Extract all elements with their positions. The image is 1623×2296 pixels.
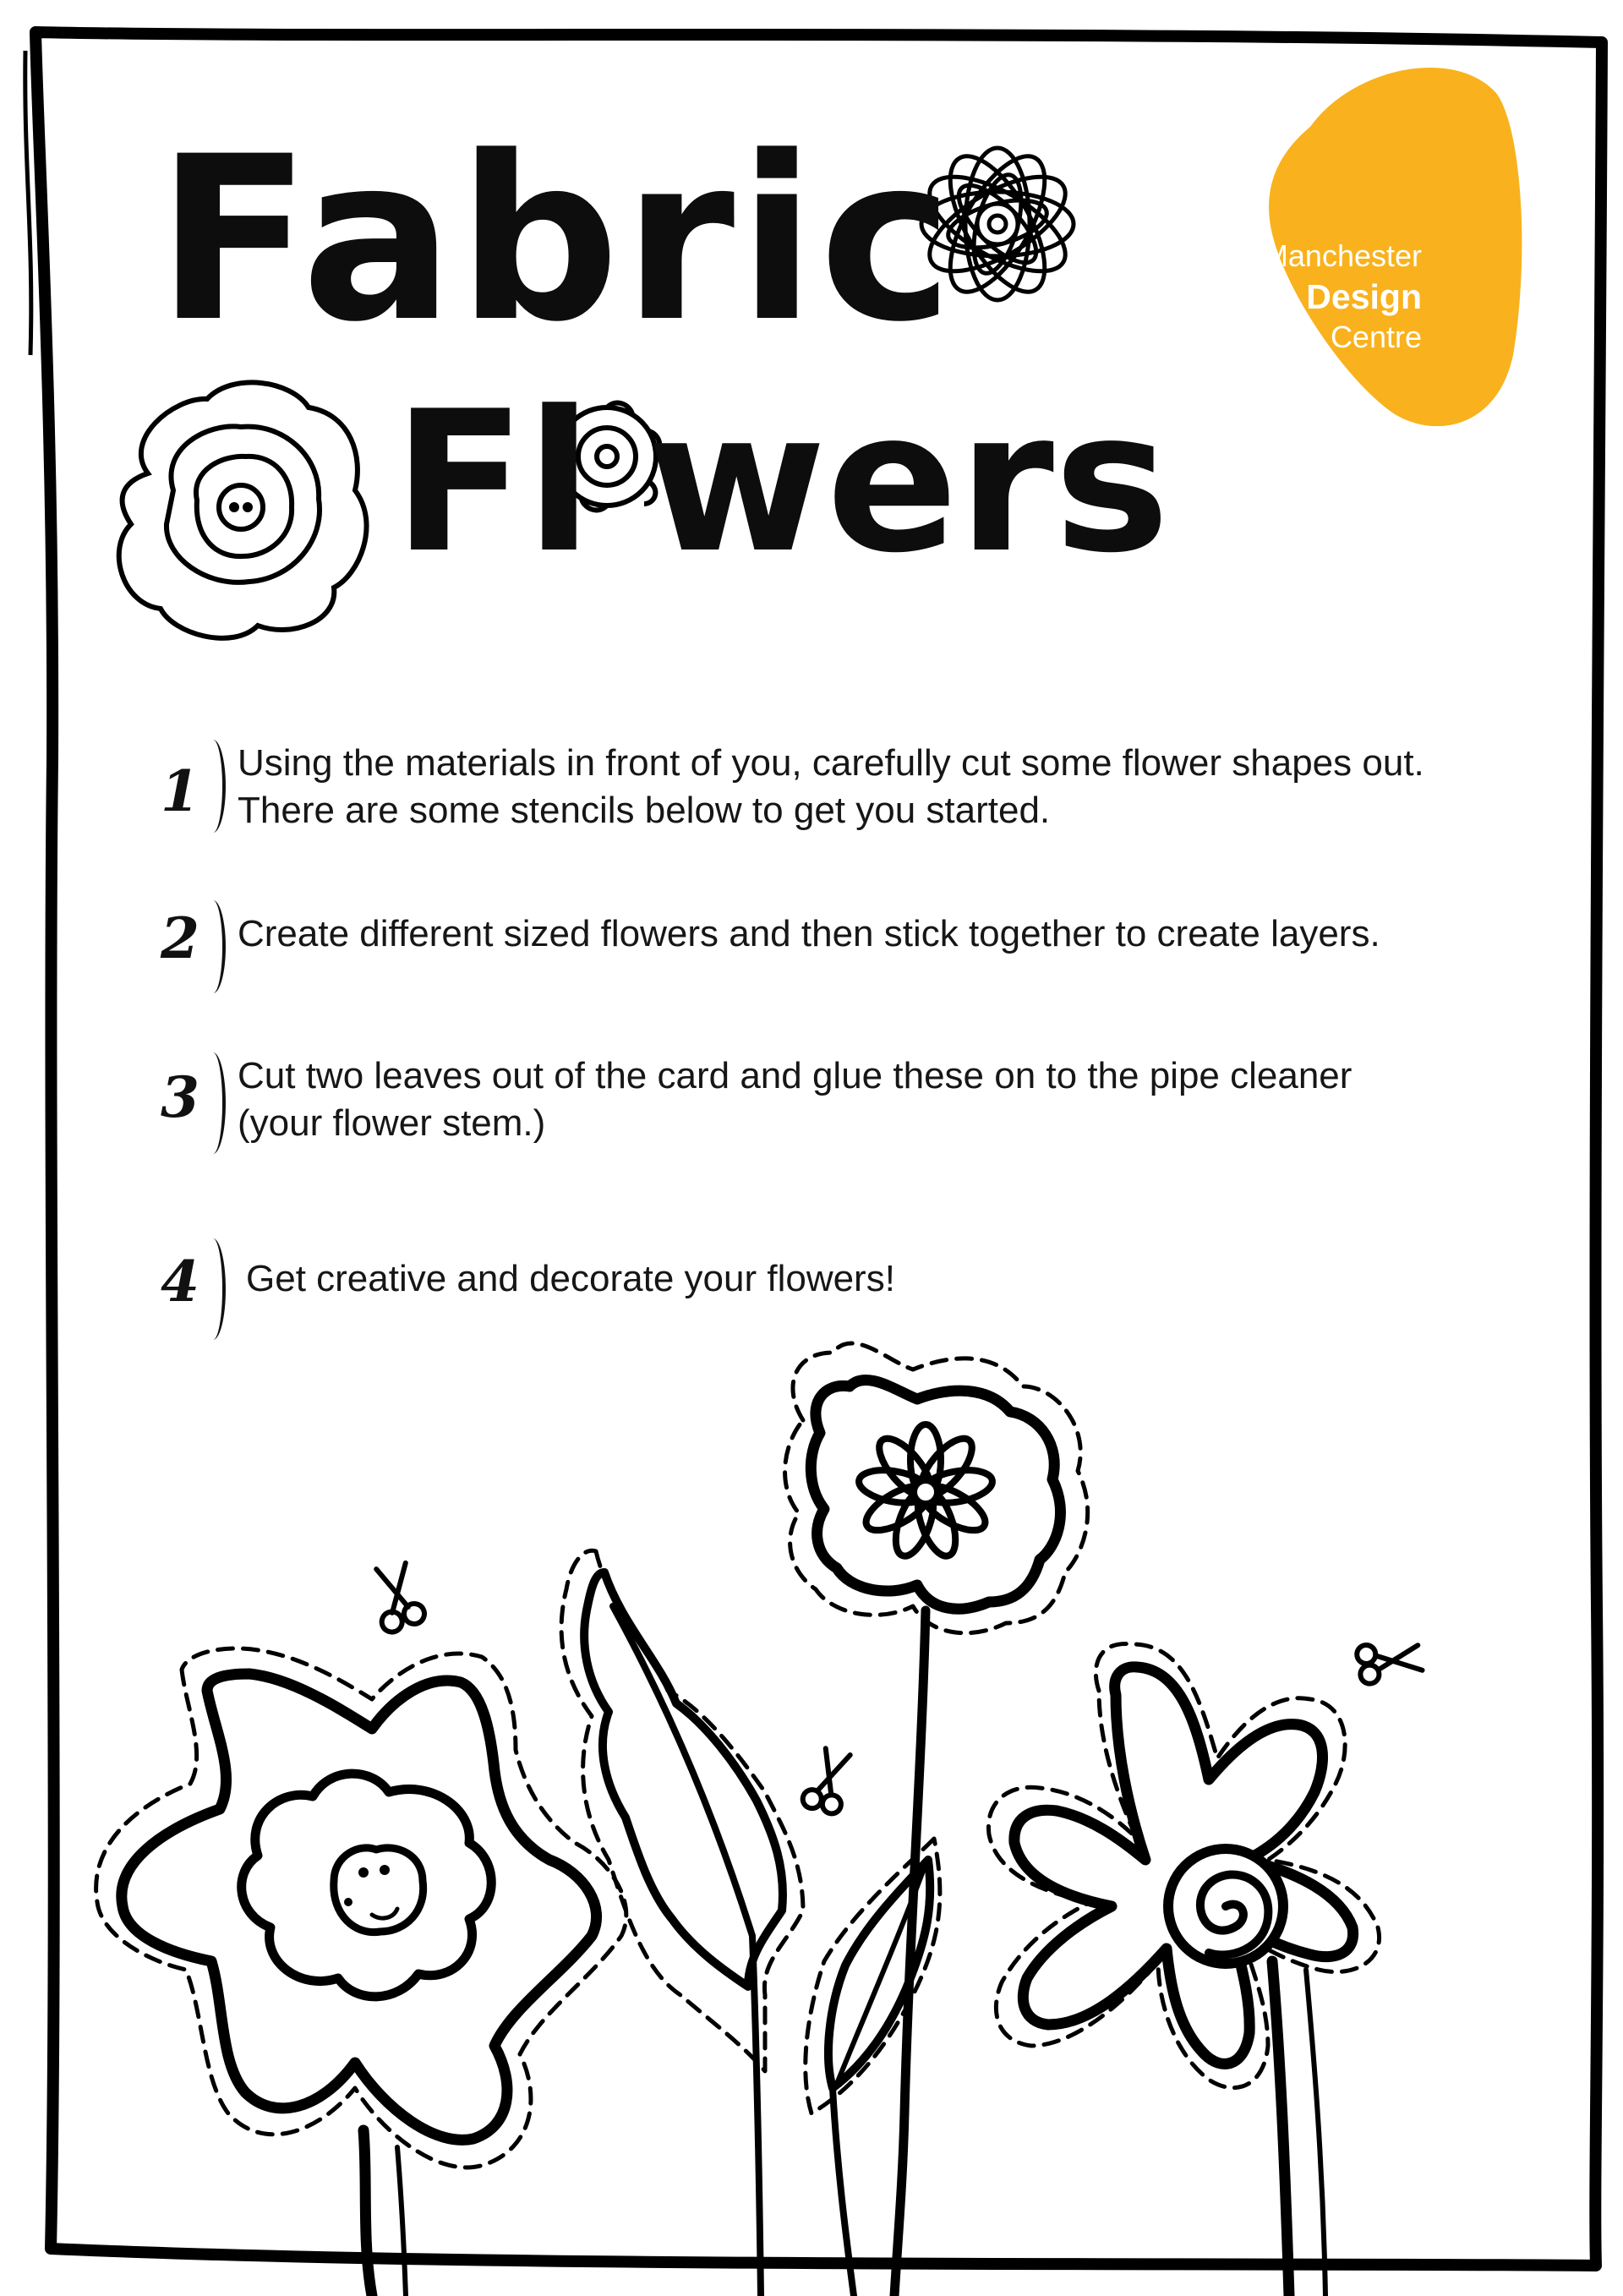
logo [1181,61,1530,433]
step-line: Create different sized flowers and then stick together to create layers. [238,913,1380,954]
title-line-2-art [393,370,1170,596]
step-bracket [200,740,226,833]
step-line: There are some stencils below to get you started. [238,790,1051,831]
scissors-icon [363,1559,427,1635]
step-bracket [200,900,226,993]
step-number: 1 [161,758,199,824]
step-line: (your flower stem.) [238,1102,546,1144]
step-bracket [200,1238,226,1340]
leaf-stencil-left [584,1572,783,1987]
logo-line-2: Craft & Design [1181,277,1422,316]
step-number: 3 [161,1064,199,1130]
step-text [238,1052,1352,1147]
leaf-stencil-left-cutline [561,1550,803,2071]
step-bracket [200,1052,226,1154]
logo-line-3: Centre [1330,320,1422,354]
svg-text:wers: wers [647,370,1170,596]
flower-stencil-left-center [242,1774,492,1997]
title-line-1: Fabric [156,108,957,372]
step-line: Get creative and decorate your flowers! [246,1258,895,1299]
scissors-icon [801,1746,854,1815]
step-text [238,910,1380,958]
logo-line-1: Manchester [1262,238,1422,273]
scissors-icon [1356,1636,1424,1685]
doodle-flower-left [119,382,367,637]
step-line: Using the materials in front of you, carefully cut some flower shapes out. [238,742,1424,784]
step-number: 4 [161,1249,199,1315]
step-text [238,740,1424,834]
step-line: Cut two leaves out of the card and glue these on to the pipe cleaner [238,1055,1352,1096]
svg-text:Fl: Fl [393,370,593,596]
step-text [246,1255,895,1303]
step-number: 2 [161,905,199,971]
poppy-stencil-center [856,1424,995,1561]
